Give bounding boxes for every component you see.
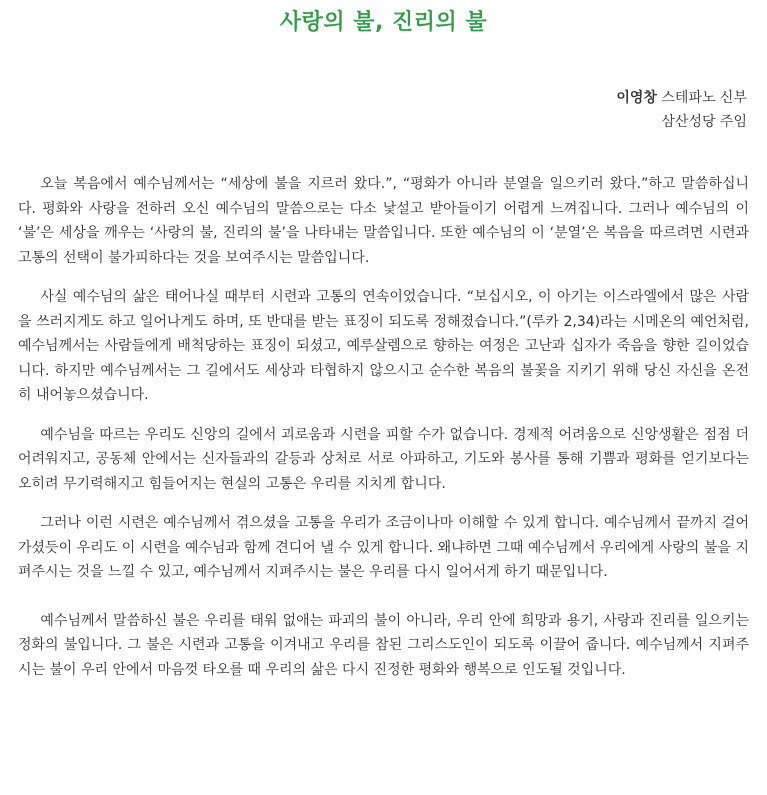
paragraph-2: 사실 예수님의 삶은 태어나실 때부터 시련과 고통의 연속이었습니다. “보십시오, 이 아기는 이스라엘에서 많은 사람을 쓰러지게도 하고 일어나게도 하며, 또 반대를 받는 표징이 되도록 정해졌습니다.”(루카 2,34)라는 시메온의 예언처럼, 예수님께서는 사람들에게 배척당하는 표징이 되셨고, 예루살렘으로 향하는 여정은 고난과 십자가 죽음을 향한 길이었습니다. 하지만 예수님께서는 그 길에서도 세상과 타협하지 않으시고 순수한 복음의 불꽃을 지키기 위해 당신 자신을 온전히 내어놓으셨습니다. (18, 289, 749, 403)
paragraph-5: 예수님께서 말씀하신 불은 우리를 태워 없애는 파괴의 불이 아니라, 우리 안에 희망과 용기, 사랑과 진리를 일으키는 정화의 불입니다. 그 불은 시련과 고통을 이겨내고 우리를 참된 그리스도인이 되도록 이끌어 줍니다. 예수님께서 지펴주시는 불이 우리 안에서 마음껏 타오를 때 우리의 삶은 다시 진정한 평화와 행복으로 인도될 것입니다. (18, 612, 749, 678)
author-byline (18, 86, 749, 134)
author-title: 스테파노 신부 (661, 90, 747, 106)
author-line (18, 86, 747, 110)
author-name: 이영창 (616, 90, 657, 106)
paragraph-3: 예수님을 따르는 우리도 신앙의 길에서 괴로움과 시련을 피할 수가 없습니다. 경제적 어려움으로 신앙생활은 점점 더 어려워지고, 공동체 안에서는 신자들과의 갈등과 상처로 서로 아파하고, 기도와 봉사를 통해 기쁨과 평화를 얻기보다는 오히려 무기력해지고 힘들어지는 현실의 고통은 우리를 지치게 합니다. (18, 426, 749, 492)
article-body (18, 172, 749, 682)
paragraph-1: 오늘 복음에서 예수님께서는 “세상에 불을 지르러 왔다.”, “평화가 아니라 분열을 일으키러 왔다.”하고 말씀하십니다. 평화와 사랑을 전하러 오신 예수님의 말씀으로는 다소 낯설고 받아들이기 어렵게 느껴집니다. 그러나 예수님의 이 ‘불’은 세상을 깨우는 ‘사랑의 불, 진리의 불’을 나타내는 말씀입니다. 또한 예수님의 이 ‘분열’은 복음을 따르려면 시련과 고통의 선택이 불가피하다는 것을 보여주시는 말씀입니다. (18, 176, 749, 266)
article-title: 사랑의 불, 진리의 불 (279, 10, 488, 35)
paragraph-4: 그러나 이런 시련은 예수님께서 겪으셨을 고통을 우리가 조금이나마 이해할 수 있게 합니다. 예수님께서 끝까지 걸어가셨듯이 우리도 이 시련을 예수님과 함께 견디어 낼 수 있게 합니다. 왜냐하면 그때 예수님께서 우리에게 사랑의 불을 지펴주시는 것을 느낄 수 있고, 예수님께서 지펴주시는 불은 우리를 다시 일어서게 하기 때문입니다. (18, 515, 749, 580)
author-parish: 삼산성당 주임 (661, 114, 747, 130)
article-page (0, 8, 767, 795)
